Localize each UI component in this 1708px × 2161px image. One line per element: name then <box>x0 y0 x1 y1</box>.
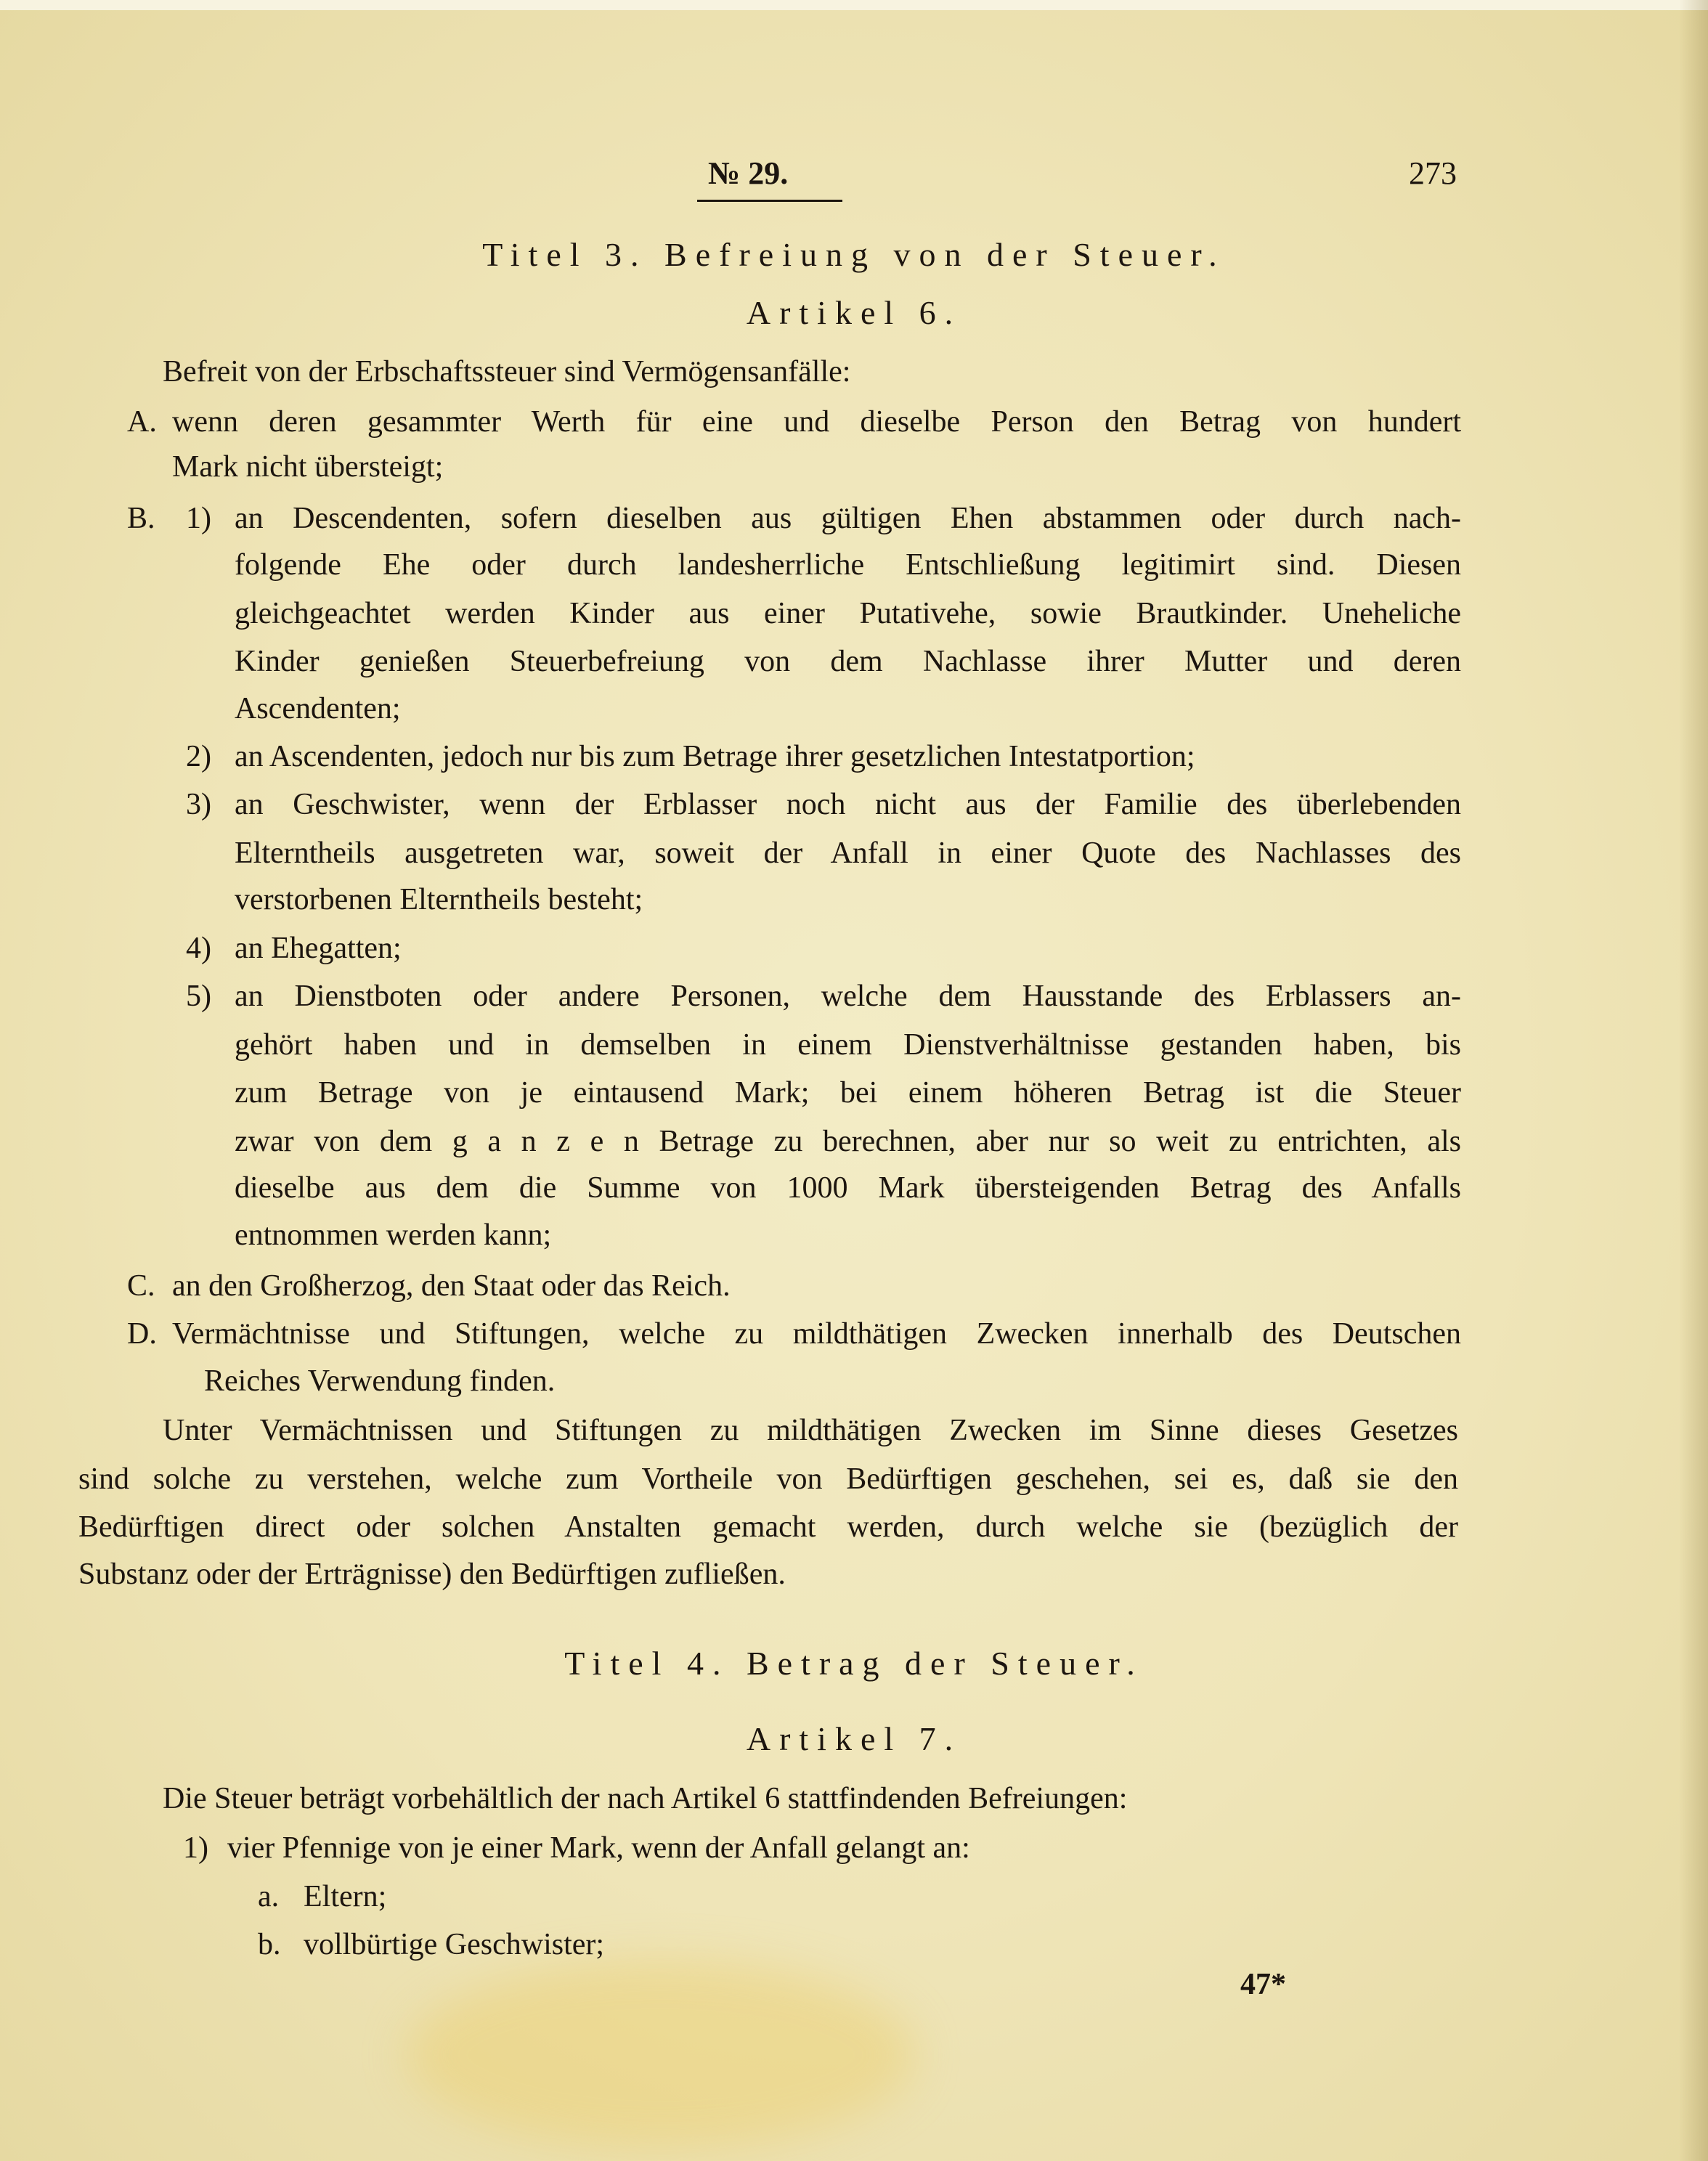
item-b3-line: an Geschwister, wenn der Erblasser noch nicht aus der Familie des überlebenden <box>235 788 1461 821</box>
gazette-number: № 29. <box>708 155 789 191</box>
intro-text: Befreit von der Erbschaftssteuer sind Vermögensanfälle: <box>163 355 851 388</box>
item-b1-num: 1) <box>186 502 211 535</box>
art7-item1-num: 1) <box>183 1831 208 1865</box>
section-title-3: Titel 3. Befreiung von der Steuer. <box>482 236 1226 273</box>
item-b5-line: zum Betrage von je eintausend Mark; bei einem höheren Betrag ist die Steuer <box>235 1076 1461 1110</box>
item-b4-line: an Ehegatten; <box>235 932 402 965</box>
item-b5-line: gehört haben und in demselben in einem Dienstverhältnisse gestanden haben, bis <box>235 1028 1461 1062</box>
item-b4-num: 4) <box>186 932 211 965</box>
item-c-line: an den Großherzog, den Staat oder das Reich. <box>172 1269 731 1303</box>
item-b1-line: an Descendenten, sofern dieselben aus gültigen Ehen abstammen oder durch nach- <box>235 502 1461 535</box>
signature-mark: 47* <box>1240 1968 1286 2001</box>
art7-sub-b-text: vollbürtige Geschwister; <box>304 1928 605 1961</box>
item-b3-num: 3) <box>186 788 211 821</box>
item-d-line: Reiches Verwendung finden. <box>204 1364 556 1398</box>
item-b1-line: gleichgeachtet werden Kinder aus einer Putativehe, sowie Brautkinder. Uneheliche <box>235 597 1461 630</box>
item-b5-line: dieselbe aus dem die Summe von 1000 Mark übersteigenden Betrag des Anfalls <box>235 1171 1461 1205</box>
section-title-4: Titel 4. Betrag der Steuer. <box>564 1645 1144 1682</box>
paragraph-line: Substanz oder der Erträgnisse) den Bedürftigen zufließen. <box>78 1558 786 1591</box>
item-b1-line: Ascendenten; <box>235 692 401 725</box>
item-d-label: D. <box>127 1317 157 1351</box>
article-7-intro: Die Steuer beträgt vorbehältlich der nach Artikel 6 stattfindenden Befreiungen: <box>163 1782 1128 1815</box>
scan-border <box>0 0 1708 10</box>
paragraph-line: sind solche zu verstehen, welche zum Vortheile von Bedürftigen geschehen, sei es, daß sie den <box>78 1462 1458 1496</box>
item-b5-line: zwar von dem g a n z e n Betrage zu berechnen, aber nur so weit zu entrichten, als <box>235 1125 1461 1158</box>
article-6-heading: Artikel 6. <box>746 294 962 331</box>
paragraph-line: Bedürftigen direct oder solchen Anstalten gemacht werden, durch welche sie (bezüglich der <box>78 1510 1458 1544</box>
item-b5-line: an Dienstboten oder andere Personen, welche dem Hausstande des Erblassers an- <box>235 980 1461 1013</box>
item-b5-num: 5) <box>186 980 211 1013</box>
item-a-line: wenn deren gesammter Werth für eine und dieselbe Person den Betrag von hundert <box>172 405 1461 439</box>
item-b3-line: verstorbenen Elterntheils besteht; <box>235 883 643 916</box>
item-a-line: Mark nicht übersteigt; <box>172 450 444 484</box>
paper-stain <box>407 1961 915 2149</box>
item-b2-line: an Ascendenten, jedoch nur bis zum Betrage ihrer gesetzlichen Intestatportion; <box>235 740 1195 773</box>
item-b1-line: Kinder genießen Steuerbefreiung von dem Nachlasse ihrer Mutter und deren <box>235 645 1461 678</box>
item-c-label: C. <box>127 1269 155 1303</box>
art7-sub-a-text: Eltern; <box>304 1880 387 1913</box>
article-7-heading: Artikel 7. <box>746 1720 962 1757</box>
item-b1-line: folgende Ehe oder durch landesherrliche Entschließung legitimirt sind. Diesen <box>235 548 1461 582</box>
page-number: 273 <box>1409 155 1457 191</box>
item-b5-line: entnommen werden kann; <box>235 1218 552 1252</box>
art7-item1-text: vier Pfennige von je einer Mark, wenn der Anfall gelangt an: <box>227 1831 970 1865</box>
art7-sub-b-label: b. <box>258 1928 281 1961</box>
art7-sub-a-label: a. <box>258 1880 280 1913</box>
item-b3-line: Elterntheils ausgetreten war, soweit der Anfall in einer Quote des Nachlasses des <box>235 837 1461 870</box>
item-b2-num: 2) <box>186 740 211 773</box>
item-d-line: Vermächtnisse und Stiftungen, welche zu mildthätigen Zwecken innerhalb des Deutschen <box>172 1317 1461 1351</box>
item-b-label: B. <box>127 502 155 535</box>
paragraph-line: Unter Vermächtnissen und Stiftungen zu mildthätigen Zwecken im Sinne dieses Gesetzes <box>163 1414 1458 1447</box>
number-underline <box>697 200 842 202</box>
item-a-label: A. <box>127 405 157 439</box>
